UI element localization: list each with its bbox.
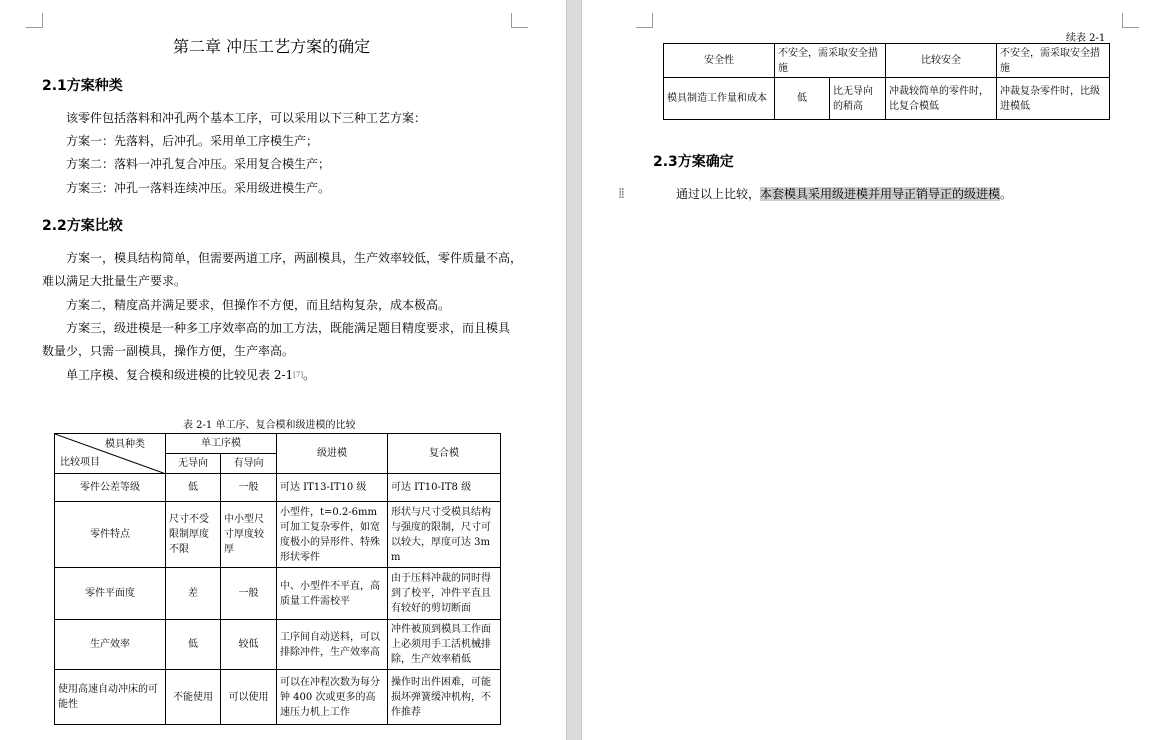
- cell-compound: 操作时出件困难，可能损坏弹簧缓冲机构，不作推荐: [388, 670, 501, 725]
- header-compound: 复合模: [388, 434, 501, 474]
- header-mold-type: 模具种类: [105, 439, 145, 450]
- header-single-process: 单工序模: [166, 434, 277, 454]
- cell-compound: 不安全，需采取安全措施: [997, 44, 1110, 78]
- comparison-line-4: 方案三，级进模是一种多工序效率高的加工方法，既能满足题目精度要求，而且模具: [66, 321, 511, 335]
- conclusion-text: 通过以上比较，: [676, 187, 761, 201]
- diagonal-header-cell: [55, 434, 166, 474]
- cell-with-guide: 中小型尺寸厚度较厚: [221, 502, 277, 568]
- cell-compound: 可达 IT10-IT8 级: [388, 474, 501, 502]
- cell-progressive: 工序间自动送料，可以排除冲件，生产效率高: [277, 620, 388, 670]
- table-row: [664, 44, 1110, 78]
- header-compare-item: 比较项目: [60, 457, 100, 468]
- cell-progressive: 可以在冲程次数为每分钟 400 次或更多的高速压力机上工作: [277, 670, 388, 725]
- row-item: 零件公差等级: [55, 474, 166, 502]
- cell-no-guide: 低: [166, 474, 221, 502]
- table-reference-line: [66, 368, 315, 382]
- cell-no-guide: 尺寸不受限制厚度不限: [166, 502, 221, 568]
- cell-progressive: 中、小型件不平直，高质量工件需校平: [277, 568, 388, 620]
- comparison-line-2: 难以满足大批量生产要求。: [42, 274, 187, 288]
- plan-line-1: 方案一：先落料，后冲孔。采用单工序模生产；: [66, 134, 319, 148]
- table-row: [664, 78, 1110, 120]
- cell-no-guide: 低: [775, 78, 830, 120]
- crop-mark-top-right: [1122, 13, 1139, 28]
- table-reference-end: 。: [303, 368, 316, 382]
- header-with-guide: 有导向: [221, 454, 277, 474]
- cell-no-guide: 差: [166, 568, 221, 620]
- cell-with-guide: 一般: [221, 474, 277, 502]
- cell-no-guide: 低: [166, 620, 221, 670]
- table-row: [55, 474, 501, 502]
- document-page-right[interactable]: [582, 0, 1171, 740]
- row-item: 使用高速自动冲床的可能性: [55, 670, 166, 725]
- continued-table-label: 续表 2-1: [1066, 33, 1106, 44]
- selected-text-highlight[interactable]: 本套模具采用级进模并用导正销导正的级进模: [760, 187, 1001, 201]
- section-heading-2-1: 2.1方案种类: [42, 78, 123, 94]
- document-page-left[interactable]: [0, 0, 566, 740]
- row-item: 模具制造工作量和成本: [664, 78, 775, 120]
- comparison-line-5: 数量少，只需一副模具，操作方便，生产率高。: [42, 344, 295, 358]
- cell-progressive: 可达 IT13-IT10 级: [277, 474, 388, 502]
- cell-compound: 冲件被顶到模具工作面上必须用手工活机械排除，生产效率稍低: [388, 620, 501, 670]
- citation-superscript[interactable]: [7]: [293, 371, 304, 379]
- cell-compound: 由于压料冲裁的同时得到了校平，冲件平直且有较好的剪切断面: [388, 568, 501, 620]
- section-heading-2-2: 2.2方案比较: [42, 218, 123, 234]
- cell-progressive: 比较安全: [886, 44, 997, 78]
- section-heading-2-3: 2.3方案确定: [653, 154, 734, 170]
- table-row: [55, 670, 501, 725]
- row-item: 零件平面度: [55, 568, 166, 620]
- paragraph-intro: 该零件包括落料和冲孔两个基本工序，可以采用以下三种工艺方案：: [66, 111, 427, 125]
- continued-comparison-table: [663, 43, 1110, 120]
- header-no-guide: 无导向: [166, 454, 221, 474]
- cell-compound: 冲裁复杂零件时，比级进模低: [997, 78, 1110, 120]
- comparison-table: [54, 433, 501, 725]
- row-item: 零件特点: [55, 502, 166, 568]
- row-item: 生产效率: [55, 620, 166, 670]
- plan-line-3: 方案三：冲孔一落料连续冲压。采用级进模生产。: [66, 181, 331, 195]
- header-progressive: 级进模: [277, 434, 388, 474]
- table-reference-text: 单工序模、复合模和级进模的比较见表 2-1: [66, 368, 294, 382]
- chapter-title: 第二章 冲压工艺方案的确定: [173, 37, 371, 56]
- cell-with-guide: 较低: [221, 620, 277, 670]
- crop-mark-top-right: [511, 13, 528, 28]
- table-caption: 表 2-1 单工序、复合模和级进模的比较: [183, 420, 356, 431]
- table-row: [55, 568, 501, 620]
- comparison-line-1: 方案一，模具结构简单，但需要两道工序，两副模具，生产效率较低，零件质量不高，: [66, 251, 523, 265]
- table-row: [55, 502, 501, 568]
- comparison-line-3: 方案二，精度高并满足要求，但操作不方便，而且结构复杂，成本极高。: [66, 298, 451, 312]
- crop-mark-top-left: [26, 13, 43, 28]
- conclusion-end: 。: [1000, 187, 1013, 201]
- page-gutter: [566, 0, 582, 740]
- cell-with-guide: 可以使用: [221, 670, 277, 725]
- cell-with-guide: 一般: [221, 568, 277, 620]
- drag-handle-icon[interactable]: ⁞⁞: [618, 186, 623, 202]
- cell-single-process: 不安全，需采取安全措施: [775, 44, 886, 78]
- cell-progressive: 小型件，t=0.2-6mm 可加工复杂零件，如宽度极小的异形件、特殊形状零件: [277, 502, 388, 568]
- cell-progressive: 冲裁较简单的零件时，比复合模低: [886, 78, 997, 120]
- cell-compound: 形状与尺寸受模具结构与强度的限制，尺寸可以较大，厚度可达 3mm: [388, 502, 501, 568]
- row-item: 安全性: [664, 44, 775, 78]
- cell-with-guide: 比无导向的稍高: [830, 78, 886, 120]
- table-row: [55, 620, 501, 670]
- conclusion-paragraph[interactable]: [676, 187, 1012, 201]
- crop-mark-top-left: [636, 13, 653, 28]
- cell-no-guide: 不能使用: [166, 670, 221, 725]
- plan-line-2: 方案二：落料一冲孔复合冲压。采用复合模生产；: [66, 157, 331, 171]
